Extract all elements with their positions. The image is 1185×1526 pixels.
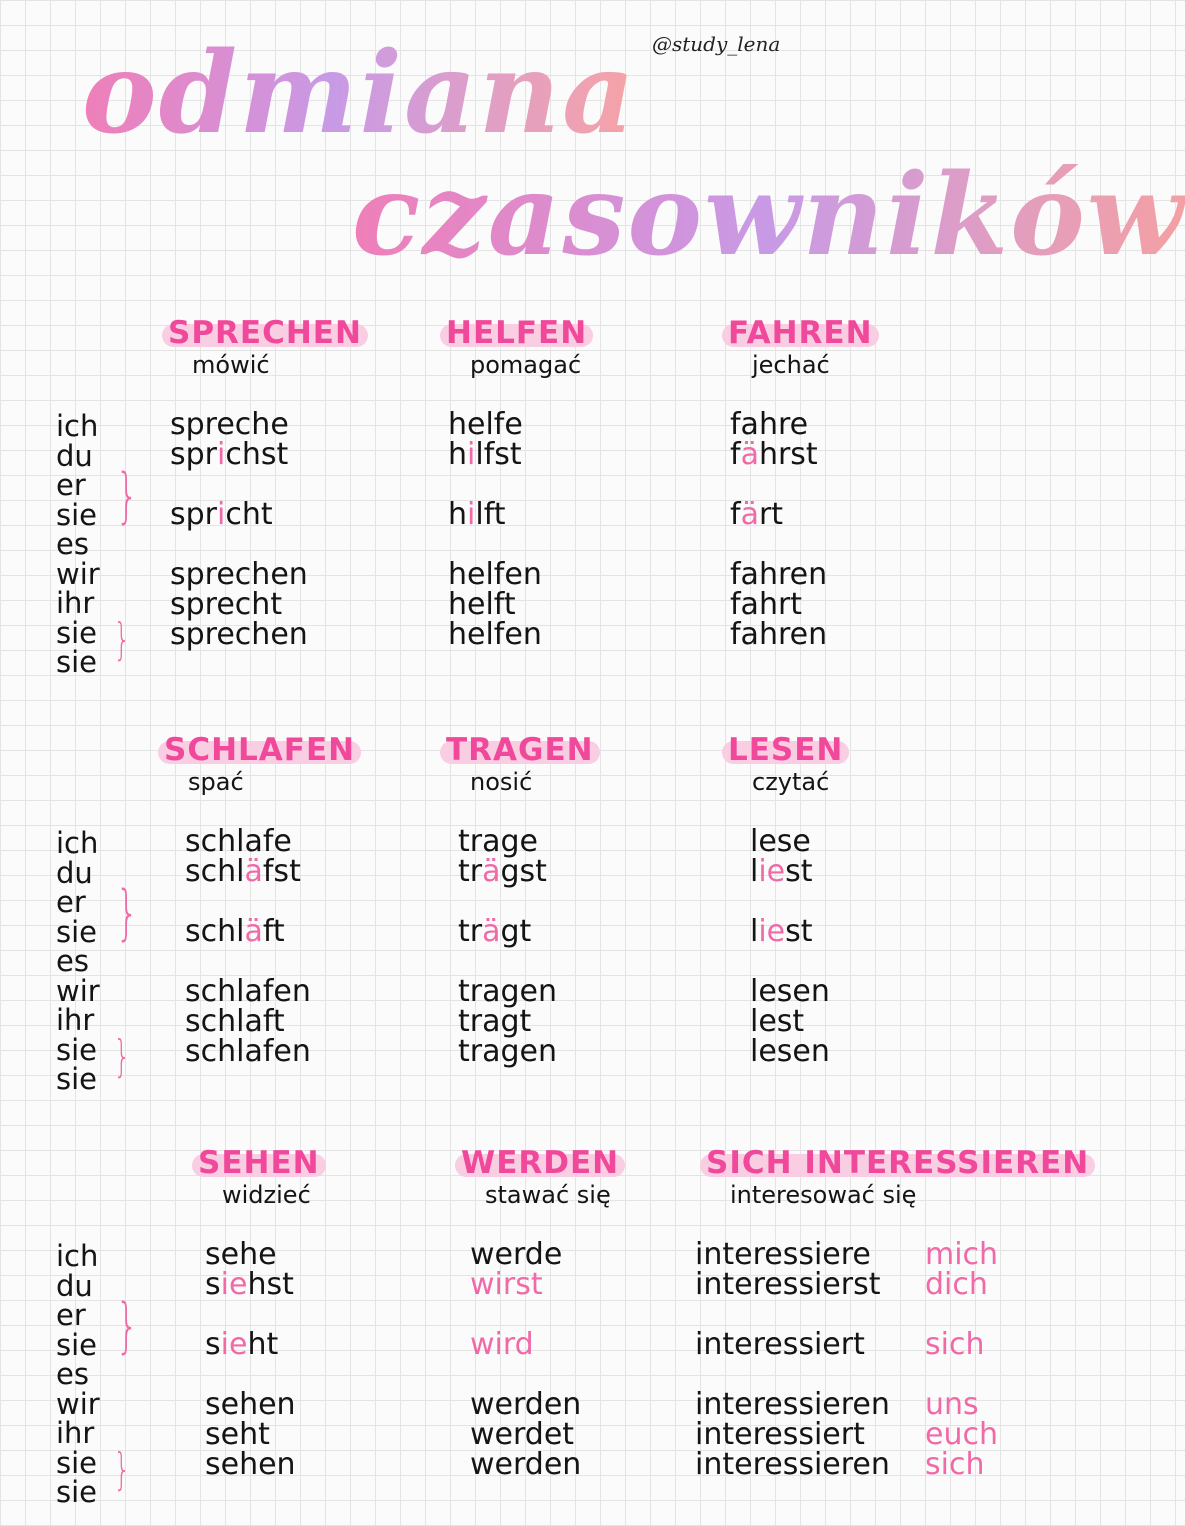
form-part: interessiere	[695, 1237, 871, 1272]
reflexive-pronoun-uns: uns	[925, 1387, 979, 1422]
verb-name: SEHEN	[192, 1148, 326, 1179]
conjugated-form	[730, 587, 803, 622]
form-part: sprechen	[170, 617, 308, 652]
pronoun-sie: sie	[56, 1475, 98, 1509]
conjugated-form	[170, 437, 289, 472]
verb-name: SPRECHEN	[162, 318, 368, 349]
conjugated-form	[458, 914, 532, 949]
conjugated-form	[205, 1327, 279, 1362]
conjugated-form	[750, 854, 813, 889]
form-part: helfe	[448, 407, 523, 442]
form-part: interessierst	[695, 1267, 881, 1302]
conjugated-form	[750, 1004, 805, 1039]
conjugated-form	[205, 1447, 296, 1482]
conjugated-form	[750, 914, 813, 949]
verb-header-fahren	[722, 315, 879, 379]
form-part: tragen	[458, 1034, 557, 1069]
pronoun-sie: sie	[56, 1445, 98, 1480]
form-part: tr	[458, 914, 483, 949]
pronoun-ihr: ihr	[56, 586, 95, 620]
conjugated-form	[185, 1004, 285, 1039]
form-part: ä	[482, 914, 501, 949]
form-part: ä	[244, 914, 263, 949]
form-part: helft	[448, 587, 516, 622]
verb-translation: interesować się	[730, 1181, 917, 1209]
verb-name: SCHLAFEN	[158, 735, 361, 766]
form-part: werdet	[470, 1417, 575, 1452]
title-line-1: odmiana	[82, 28, 637, 159]
conjugated-form	[205, 1237, 277, 1272]
pronoun-ich: ich	[56, 826, 99, 860]
verb-header-tragen	[440, 732, 600, 796]
conjugated-form	[448, 587, 516, 622]
verb-translation: spać	[188, 768, 244, 796]
form-part: sehen	[205, 1447, 296, 1482]
conjugated-form	[730, 437, 818, 472]
form-part: i	[467, 497, 476, 532]
form-part: f	[730, 437, 741, 472]
conjugated-form	[170, 617, 308, 652]
form-part: ht	[247, 1327, 279, 1362]
form-part: werden	[470, 1387, 582, 1422]
conjugated-form	[695, 1237, 871, 1272]
conjugated-form	[695, 1417, 865, 1452]
pronoun-ich: ich	[56, 409, 99, 443]
conjugated-form	[170, 497, 273, 532]
form-part: helfen	[448, 557, 542, 592]
reflexive-pronoun-mich: mich	[925, 1237, 999, 1272]
verb-name: LESEN	[722, 735, 849, 766]
form-part: schl	[185, 854, 245, 889]
verb-name: HELFEN	[440, 318, 593, 349]
conjugated-form	[470, 1237, 563, 1272]
conjugated-form	[448, 557, 542, 592]
form-part: schlafen	[185, 1034, 311, 1069]
pronoun-sie: sie	[56, 645, 98, 679]
form-part: tragt	[458, 1004, 532, 1039]
pronoun-ihr: ihr	[56, 1003, 95, 1037]
verb-header-schlafen	[158, 732, 361, 796]
brace-sie-sie: }	[113, 614, 131, 665]
form-part: fst	[262, 854, 301, 889]
conjugated-form	[695, 1267, 881, 1302]
form-part: sehen	[205, 1387, 296, 1422]
form-part: f	[730, 497, 741, 532]
form-part: ä	[244, 854, 263, 889]
conjugated-form	[470, 1417, 575, 1452]
form-part: sprechen	[170, 557, 308, 592]
pronoun-es: es	[56, 1357, 89, 1391]
pronoun-ihr: ihr	[56, 1416, 95, 1450]
form-part: interessieren	[695, 1447, 890, 1482]
verb-translation: czytać	[752, 768, 830, 796]
pronoun-sie: sie	[56, 615, 98, 650]
form-part: spreche	[170, 407, 289, 442]
form-part: interessieren	[695, 1387, 890, 1422]
conjugated-form	[205, 1417, 270, 1452]
pronoun-column	[56, 826, 116, 1096]
form-part: fahre	[730, 407, 809, 442]
form-part: i	[217, 437, 226, 472]
form-part: hst	[247, 1267, 294, 1302]
form-part: lest	[750, 1004, 805, 1039]
form-part: lfst	[475, 437, 522, 472]
form-part: l	[750, 914, 759, 949]
conjugated-form	[170, 587, 283, 622]
conjugated-form	[458, 854, 547, 889]
form-part: ä	[740, 437, 759, 472]
conjugated-form	[458, 1004, 532, 1039]
title-line-2: czasowników	[352, 150, 1185, 281]
conjugated-form	[205, 1387, 296, 1422]
pronoun-sie: sie	[56, 1032, 98, 1067]
form-part: ä	[740, 497, 759, 532]
form-part: schl	[185, 914, 245, 949]
conjugated-form	[448, 407, 523, 442]
conjugated-form	[695, 1387, 890, 1422]
pronoun-ich: ich	[56, 1239, 99, 1273]
reflexive-pronoun-sich: sich	[925, 1327, 985, 1362]
pronoun-er: er	[56, 468, 86, 502]
pronoun-er: er	[56, 885, 86, 919]
conjugated-form	[470, 1447, 582, 1482]
form-part: sehe	[205, 1237, 277, 1272]
conjugated-form	[458, 1034, 557, 1069]
brace-sie-sie: }	[113, 1031, 131, 1082]
conjugated-form	[750, 824, 811, 859]
pronoun-wir: wir	[56, 556, 100, 591]
form-part: werde	[470, 1237, 563, 1272]
form-part: lft	[475, 497, 506, 532]
conjugated-form	[170, 557, 308, 592]
verb-name: SICH INTERESSIEREN	[700, 1148, 1095, 1179]
pronoun-es: es	[56, 527, 89, 561]
form-part: gst	[500, 854, 547, 889]
form-part: wirst	[470, 1267, 543, 1302]
brace-er-sie-es: }	[115, 1291, 139, 1361]
conjugated-form	[185, 974, 311, 1009]
form-part: interessiert	[695, 1417, 865, 1452]
brace-sie-sie: }	[113, 1444, 131, 1495]
author-handle: @study_lena	[652, 32, 781, 56]
form-part: tragen	[458, 974, 557, 1009]
conjugated-form	[185, 1034, 311, 1069]
verb-translation: widzieć	[222, 1181, 311, 1209]
form-part: lesen	[750, 1034, 830, 1069]
form-part: interessiert	[695, 1327, 865, 1362]
form-part: hrst	[758, 437, 818, 472]
form-part: i	[467, 437, 476, 472]
form-part: ie	[758, 854, 786, 889]
form-part: gt	[500, 914, 532, 949]
form-part: i	[217, 497, 226, 532]
form-part: ie	[220, 1327, 248, 1362]
conjugated-form	[448, 617, 542, 652]
conjugated-form	[730, 497, 784, 532]
conjugated-form	[695, 1447, 890, 1482]
verb-header-sprechen	[162, 315, 368, 379]
form-part: lese	[750, 824, 811, 859]
conjugated-form	[205, 1267, 294, 1302]
verb-name: FAHREN	[722, 318, 879, 349]
verb-header-sich-interessieren	[700, 1145, 1095, 1209]
form-part: fahrt	[730, 587, 803, 622]
conjugated-form	[750, 974, 830, 1009]
verb-translation: jechać	[752, 351, 830, 379]
pronoun-wir: wir	[56, 973, 100, 1008]
form-part: spr	[170, 437, 218, 472]
pronoun-es: es	[56, 944, 89, 978]
form-part: s	[205, 1267, 221, 1302]
reflexive-pronoun-euch: euch	[925, 1417, 998, 1452]
verb-header-lesen	[722, 732, 849, 796]
pronoun-wir: wir	[56, 1386, 100, 1421]
form-part: tr	[458, 854, 483, 889]
form-part: trage	[458, 824, 538, 859]
form-part: cht	[225, 497, 273, 532]
form-part: h	[448, 437, 468, 472]
form-part: ä	[482, 854, 501, 889]
conjugated-form	[185, 854, 301, 889]
form-part: seht	[205, 1417, 270, 1452]
conjugated-form	[458, 974, 557, 1009]
pronoun-er: er	[56, 1298, 86, 1332]
pronoun-sie: sie	[56, 1327, 98, 1362]
form-part: wird	[470, 1327, 534, 1362]
conjugated-form	[730, 557, 828, 592]
form-part: l	[750, 854, 759, 889]
pronoun-sie: sie	[56, 1062, 98, 1096]
form-part: werden	[470, 1447, 582, 1482]
conjugated-form	[458, 824, 538, 859]
form-part: helfen	[448, 617, 542, 652]
pronoun-column	[56, 409, 116, 679]
form-part: ie	[220, 1267, 248, 1302]
conjugated-form	[750, 1034, 830, 1069]
form-part: lesen	[750, 974, 830, 1009]
verb-name: TRAGEN	[440, 735, 600, 766]
verb-name: WERDEN	[455, 1148, 625, 1179]
conjugated-form	[170, 407, 289, 442]
form-part: st	[785, 914, 813, 949]
form-part: spr	[170, 497, 218, 532]
verb-header-sehen	[192, 1145, 326, 1209]
form-part: schlaft	[185, 1004, 285, 1039]
pronoun-sie: sie	[56, 497, 98, 532]
form-part: st	[785, 854, 813, 889]
form-part: sprecht	[170, 587, 283, 622]
reflexive-pronoun-sich: sich	[925, 1447, 985, 1482]
form-part: schlafe	[185, 824, 292, 859]
conjugated-form	[448, 497, 506, 532]
pronoun-column	[56, 1239, 116, 1509]
pronoun-sie: sie	[56, 914, 98, 949]
form-part: s	[205, 1327, 221, 1362]
verb-translation: mówić	[192, 351, 270, 379]
verb-translation: nosić	[470, 768, 533, 796]
conjugated-form	[470, 1327, 534, 1362]
verb-translation: stawać się	[485, 1181, 611, 1209]
verb-header-helfen	[440, 315, 593, 379]
form-part: fahren	[730, 617, 828, 652]
conjugated-form	[470, 1387, 582, 1422]
form-part: rt	[758, 497, 784, 532]
verb-header-werden	[455, 1145, 625, 1209]
reflexive-pronoun-dich: dich	[925, 1267, 988, 1302]
form-part: fahren	[730, 557, 828, 592]
form-part: ft	[262, 914, 285, 949]
conjugated-form	[185, 914, 285, 949]
conjugated-form	[185, 824, 292, 859]
conjugated-form	[470, 1267, 543, 1302]
conjugated-form	[730, 617, 828, 652]
conjugated-form	[448, 437, 522, 472]
conjugated-form	[730, 407, 809, 442]
pronoun-du: du	[56, 855, 93, 890]
brace-er-sie-es: }	[115, 878, 139, 948]
verb-translation: pomagać	[470, 351, 582, 379]
form-part: h	[448, 497, 468, 532]
pronoun-du: du	[56, 438, 93, 473]
conjugated-form	[695, 1327, 865, 1362]
brace-er-sie-es: }	[115, 461, 139, 531]
pronoun-du: du	[56, 1268, 93, 1303]
form-part: ie	[758, 914, 786, 949]
form-part: chst	[225, 437, 289, 472]
form-part: schlafen	[185, 974, 311, 1009]
